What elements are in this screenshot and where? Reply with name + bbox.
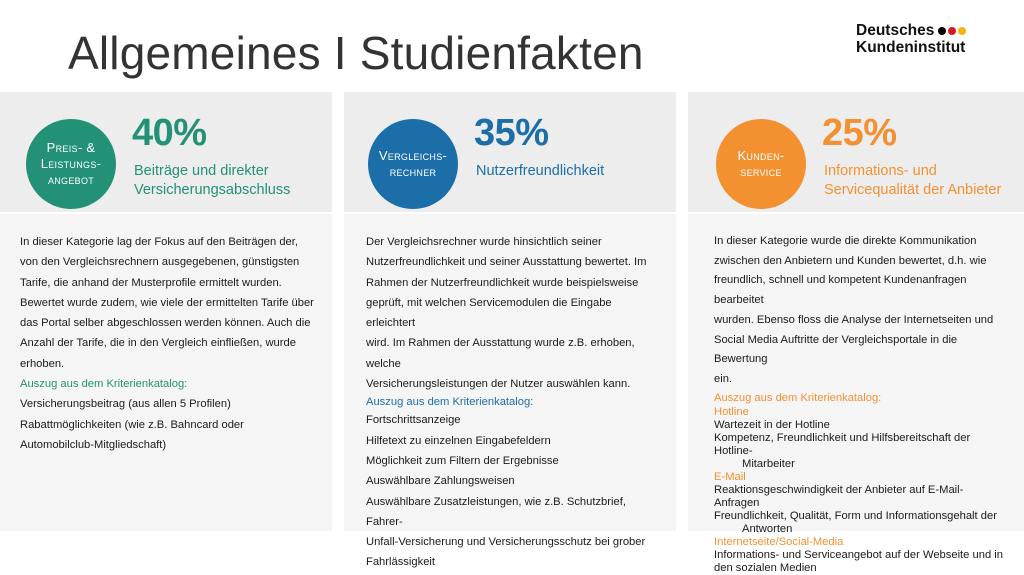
panel-header [0,92,332,212]
body-line: Versicherungsleistungen der Nutzer auswählen kann. [366,378,631,391]
weight-percent: 25% [822,112,897,154]
criteria-item: Versicherungsbeitrag (aus allen 5 Profilen) [20,398,231,411]
body-line: wurden. Ebenso floss die Analyse der Internetseiten und [714,313,994,326]
body-line: ein. [714,372,733,385]
circle-line: angebot [47,172,95,187]
panel-text [20,232,314,455]
category-subtitle [824,162,1001,200]
logo-dots-icon [938,22,968,39]
section-heading-email: E-Mail [714,470,746,483]
criteria-label: Auszug aus dem Kriterienkatalog: [20,378,188,391]
circle-line: Leistungs- [40,156,102,171]
weight-percent: 40% [132,112,207,154]
criteria-item: Fahrlässigkeit [366,556,436,569]
subtitle-line: Beiträge und direkter [134,163,269,179]
category-circle [716,119,806,209]
circle-line: Vergleichs- [378,148,448,163]
criteria-item: Auswählbare Zahlungsweisen [366,475,515,488]
criteria-item: Auswählbare Zusatzleistungen, wie z.B. Schutzbrief, Fahrer- [366,495,626,528]
body-line: erhoben. [20,357,65,370]
body-line: geprüft, mit welchen Servicemodulen die Eingabe erleichtert [366,296,612,330]
subtitle-line: Informations- und [824,163,937,179]
logo-dot-red [948,27,956,35]
criteria-item: Hilfetext zu einzelnen Eingabefeldern [366,434,551,447]
criteria-item: Automobilclub-Mitgliedschaft) [20,438,167,451]
criteria-item: den sozialen Medien [714,561,817,574]
criteria-item: Kompetenz, Freundlichkeit und Hilfsbereitschaft der Hotline- [714,431,971,457]
category-subtitle [476,162,604,181]
subtitle-line: Versicherungsabschluss [134,182,291,198]
panel-header [344,92,676,212]
category-circle [26,119,116,209]
body-line: freundlich, schnell und kompetent Kundenanfragen bearbeitet [714,274,967,307]
circle-line: service [740,164,782,179]
subtitle-line: Servicequalität der Anbieter [824,182,1002,198]
logo-line-1: Deutsches [856,22,935,39]
body-line: Nutzerfreundlichkeit und seiner Ausstattung bewertet. Im [366,256,647,269]
criteria-item: Informations- und Serviceangebot auf der Webseite und in [714,548,1003,561]
section-heading-hotline: Hotline [714,405,749,418]
criteria-item: Unfall-Versicherung und Versicherungsschutz bei grober [366,536,646,549]
logo [856,22,1006,56]
panel-header [688,92,1024,212]
category-circle [368,119,458,209]
circle-line: rechner [389,164,437,179]
circle-line: Preis- & [46,140,96,155]
panel-kundenservice [688,92,1024,574]
panel-vergleichsrechner [344,92,676,569]
criteria-label: Auszug aus dem Kriterienkatalog: [714,391,882,404]
criteria-item: Möglichkeit zum Filtern der Ergebnisse [366,454,559,467]
criteria-item: Rabattmöglichkeiten (wie z.B. Bahncard oder [20,418,244,431]
body-line: wird. Im Rahmen der Ausstattung wurde z.B. erhoben, welche [366,337,635,370]
section-heading-internet: Internetseite/Social-Media [714,535,844,548]
criteria-item: Reaktionsgeschwindigkeit der Anbieter auf E-Mail-Anfragen [714,483,964,509]
criteria-item: Fortschrittsanzeige [366,414,461,427]
circle-line: Kunden- [737,148,785,163]
body-line: In dieser Kategorie wurde die direkte Kommunikation [714,235,977,247]
panel-text [366,232,658,573]
body-line: In dieser Kategorie lag der Fokus auf den Beiträgen der, [20,236,298,248]
subtitle-line: Nutzerfreundlichkeit [476,163,605,179]
panel-preis-leistung [0,92,332,531]
body-line: Social Media Auftritte der Vergleichsportale in die Bewertung [714,333,958,366]
body-line: Rahmen der Nutzerfreundlichkeit wurde beispielsweise [366,276,639,289]
criteria-item: Freundlichkeit, Qualität, Form und Informationsgehalt der [714,509,997,522]
weight-percent: 35% [474,112,549,154]
body-line: Bewertet wurde zudem, wie viele der ermittelten Tarife über [20,296,314,309]
body-line: das Portal selber abgeschlossen werden können. Auch die [20,317,311,330]
body-line: Anzahl der Tarife, die in den Vergleich einfließen, wurde [20,337,296,350]
logo-dot-black [938,27,946,35]
page-title: Allgemeines I Studienfakten [68,27,644,79]
criteria-label: Auszug aus dem Kriterienkatalog: [366,396,534,409]
logo-dot-gold [958,27,966,35]
body-line: Tarife, die anhand der Musterprofile ermittelt wurden. [20,276,282,289]
panel-text [714,232,1006,575]
criteria-item: Wartezeit in der Hotline [714,418,830,431]
category-subtitle [134,162,290,200]
criteria-item: Mitarbeiter [742,457,795,470]
criteria-item: Antworten [742,522,793,535]
logo-line-2: Kundeninstitut [856,39,966,57]
body-line: zwischen den Anbietern und Kunden bewertet, d.h. wie [714,254,987,267]
body-line: von den Vergleichsrechnern ausgegebenen, günstigsten [20,256,300,269]
body-line: Der Vergleichsrechner wurde hinsichtlich seiner [366,236,602,248]
